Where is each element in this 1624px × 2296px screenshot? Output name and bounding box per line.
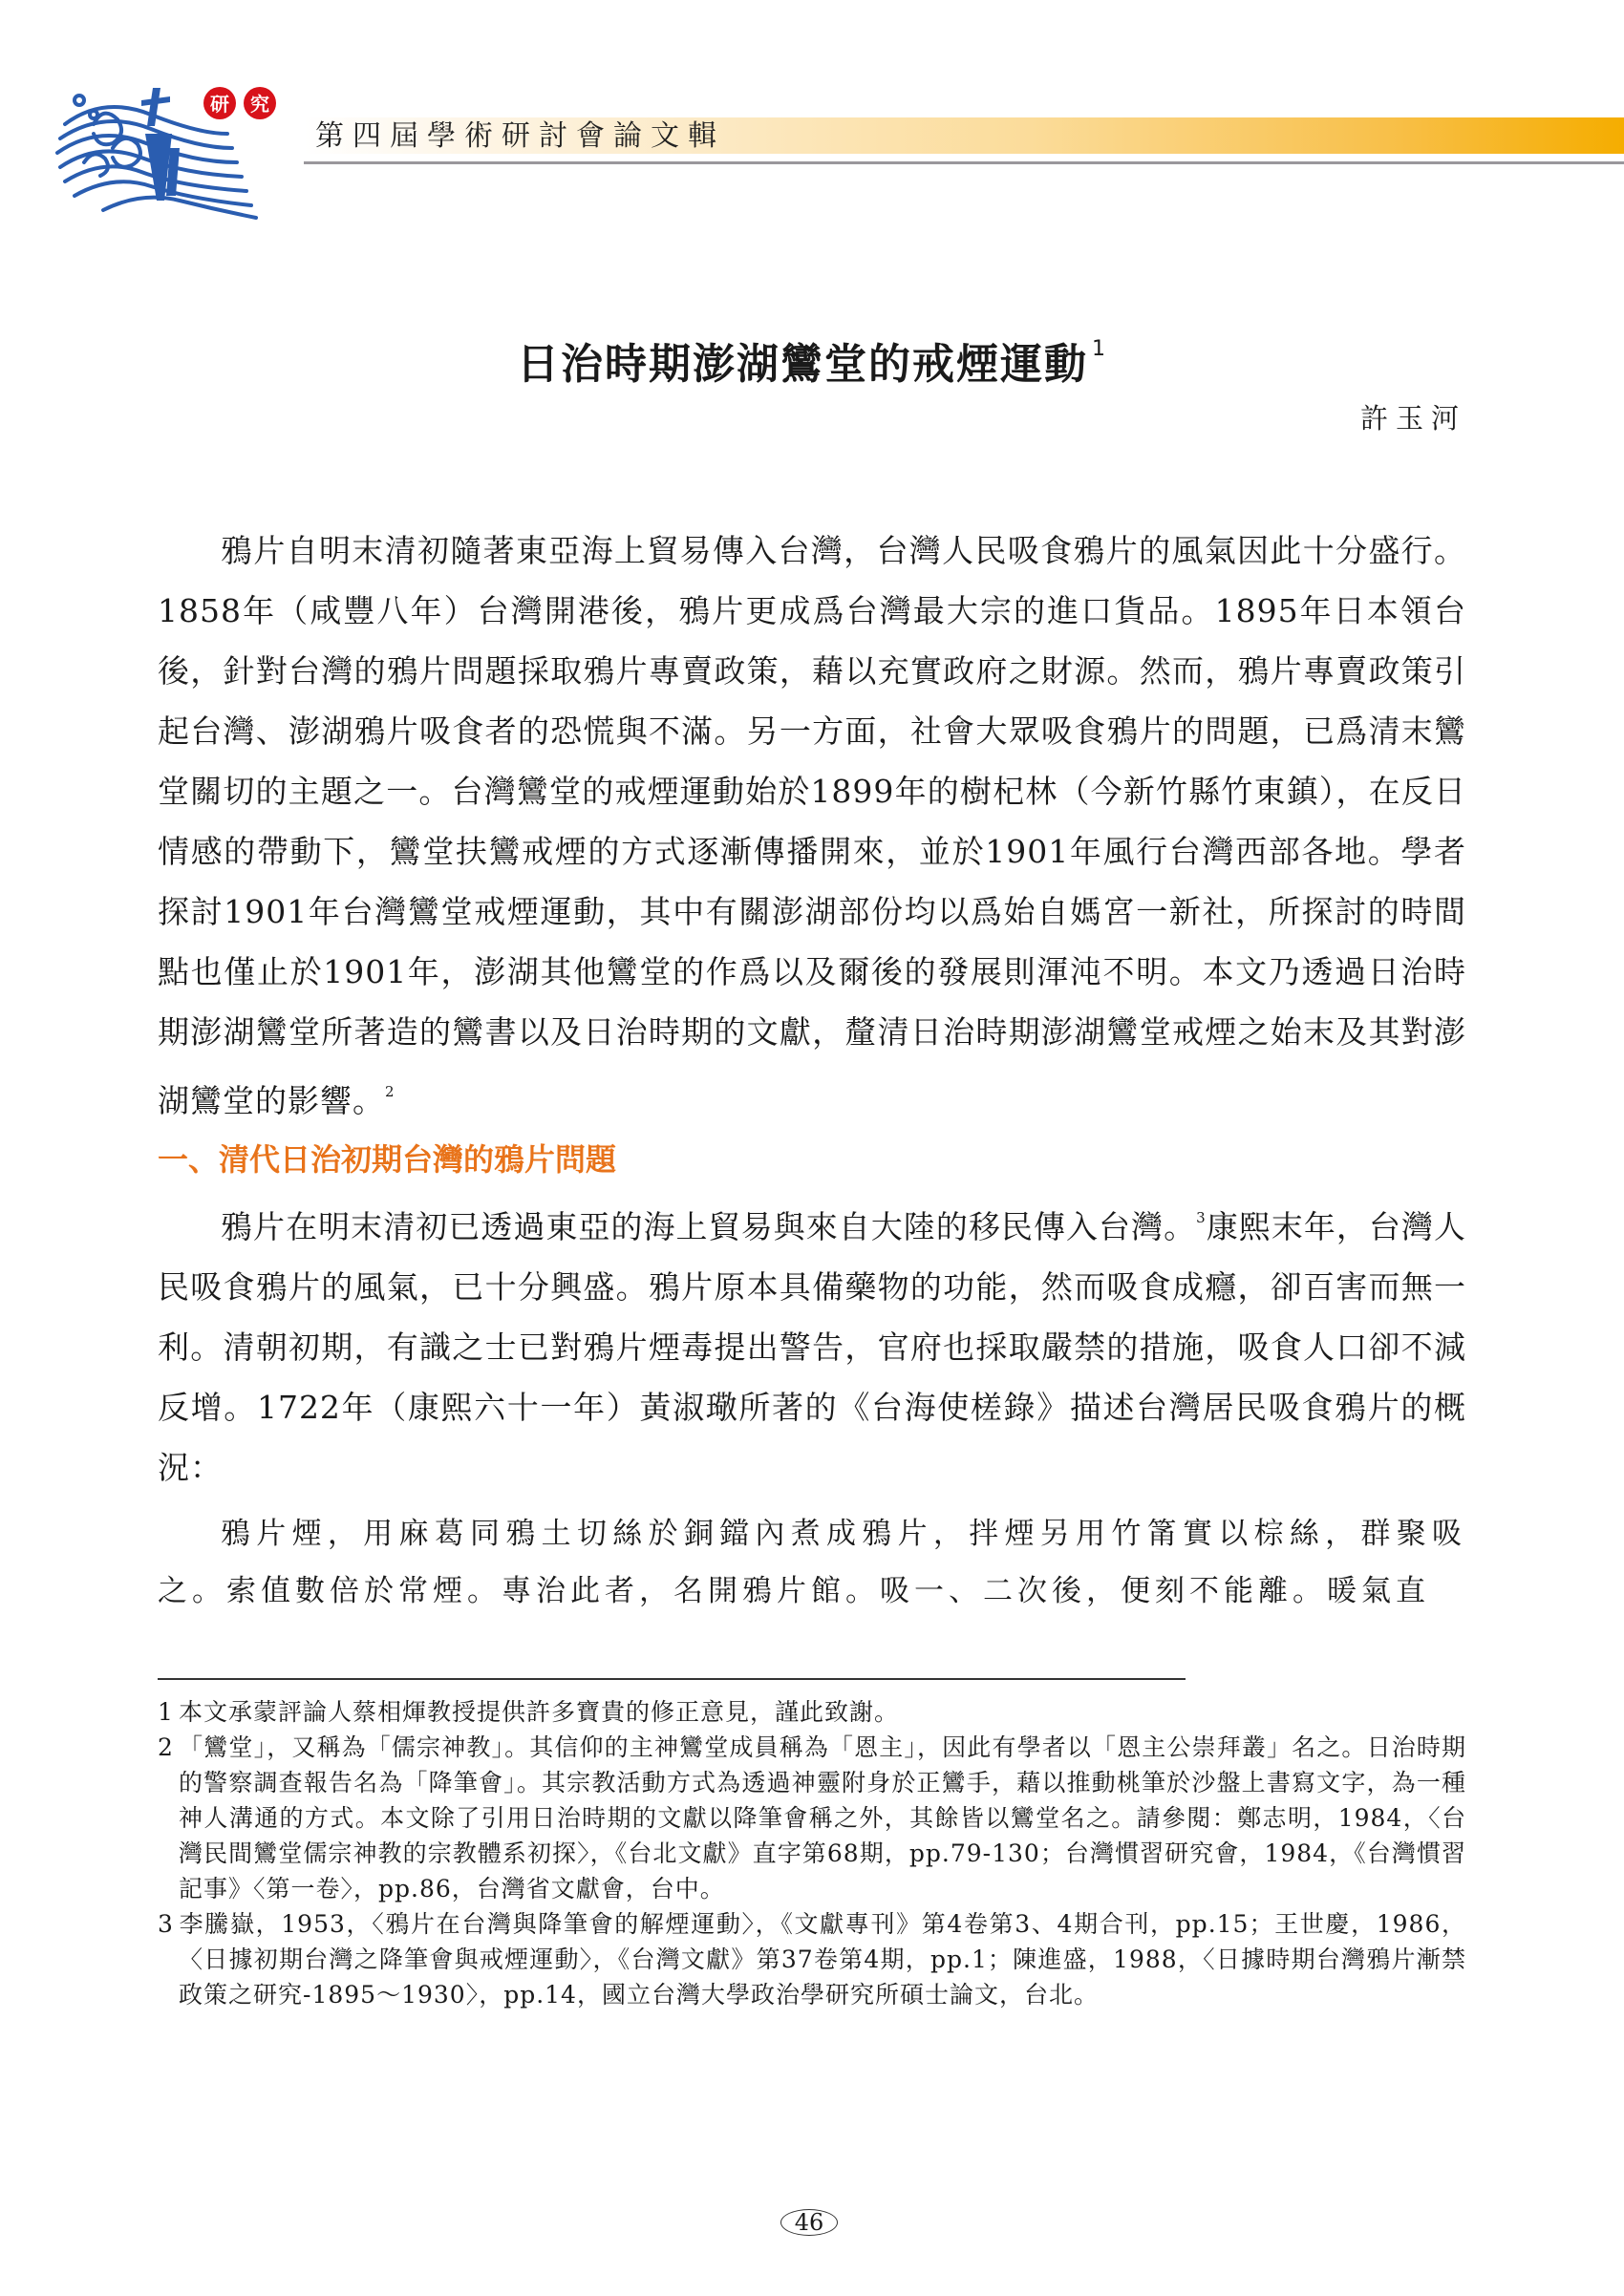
title-footnote-ref[interactable]: 1: [1092, 337, 1107, 361]
author-name: 許玉河: [1359, 402, 1466, 435]
section-1-paragraph-part1: 鴉片在明末清初已透過東亞的海上貿易與來自大陸的移民傳入台灣。: [221, 1208, 1197, 1245]
footnote-number: 3: [158, 1910, 174, 1938]
footnote-text: 李騰嶽，1953，〈鴉片在台灣與降筆會的解煙運動〉，《文獻專刊》第4卷第3、4期合刊，pp.15；王世慶，1986，〈日據初期台灣之降筆會與戒煙運動〉，《台灣文獻》第37卷第4期，pp.1；陳進盛，1988，〈日據時期台灣鴉片漸禁政策之研究-1895～1930〉，pp.14，國立台灣大學政治學研究所碩士論文，台北。: [179, 1910, 1466, 2009]
footnotes: [158, 1694, 1466, 2012]
article-title-text: 日治時期澎湖鸞堂的戒煙運動: [517, 340, 1088, 389]
logo-badge-yan: 研: [210, 93, 229, 116]
footnote-ref-2[interactable]: 2: [385, 1083, 395, 1100]
footnote-text: 「鸞堂」，又稱為「儒宗神教」。其信仰的主神鸞堂成員稱為「恩主」，因此有學者以「恩主公崇拜叢」名之。日治時期的警察調查報告名為「降筆會」。其宗教活動方式為透過神靈附身於正鸞手，藉以推動桃筆於沙盤上書寫文字，為一種神人溝通的方式。本文除了引用日治時期的文獻以降筆會稱之外，其餘皆以鸞堂名之。請參閱：鄭志明，1984，〈台灣民間鸞堂儒宗神教的宗教體系初探〉，《台北文獻》直字第68期，pp.79-130；台灣慣習研究會，1984，《台灣慣習記事》〈第一卷〉，pp.86，台灣省文獻會，台中。: [179, 1733, 1466, 1903]
footnote-2: [158, 1730, 1466, 1906]
article-title: [0, 330, 1624, 391]
footnote-3: [158, 1906, 1466, 2012]
intro-paragraph: [158, 521, 1466, 1131]
section-1-paragraph: [158, 1188, 1466, 1498]
intro-paragraph-text: 鴉片自明末清初隨著東亞海上貿易傳入台灣，台灣人民吸食鴉片的風氣因此十分盛行。1858年（咸豐八年）台灣開港後，鴉片更成爲台灣最大宗的進口貨品。1895年日本領台後，針對台灣的鴉片問題採取鴉片專賣政策，藉以充實政府之財源。然而，鴉片專賣政策引起台灣、澎湖鴉片吸食者的恐慌與不滿。另一方面，社會大眾吸食鴉片的問題，已爲清末鸞堂關切的主題之一。台灣鸞堂的戒煙運動始於1899年的樹杞林（今新竹縣竹東鎮），在反日情感的帶動下，鸞堂扶鸞戒煙的方式逐漸傳播開來，並於1901年風行台灣西部各地。學者探討1901年台灣鸞堂戒煙運動，其中有關澎湖部份均以爲始自媽宮一新社，所探討的時間點也僅止於1901年，澎湖其他鸞堂的作爲以及爾後的發展則渾沌不明。本文乃透過日治時期澎湖鸞堂所著造的鸞書以及日治時期的文獻，釐清日治時期澎湖鸞堂戒煙之始末及其對澎湖鸞堂的影響。: [158, 532, 1466, 1119]
journal-logo: [46, 67, 294, 229]
series-title: 第四屆學術研討會論文輯: [315, 119, 725, 153]
block-quote: 鴉片煙，用麻葛同鴉土切絲於銅鐺內煮成鴉片，拌煙另用竹筩實以棕絲，群聚吸之。索值數倍於常煙。專治此者，名開鴉片館。吸一、二次後，便刻不能離。暖氣直: [158, 1517, 1466, 1608]
footnote-number: 1: [158, 1698, 174, 1726]
footnote-1: [158, 1694, 1466, 1730]
header-divider: [304, 161, 1624, 164]
penghu-wave-logo-icon: [46, 67, 294, 229]
footnote-number: 2: [158, 1733, 174, 1761]
section-heading-1: 一、清代日治初期台灣的鴉片問題: [158, 1141, 617, 1178]
section-1-paragraph-part2: 康熙末年，台灣人民吸食鴉片的風氣，已十分興盛。鴉片原本具備藥物的功能，然而吸食成癮，卻百害而無一利。清朝初期，有識之士已對鴉片煙毒提出警告，官府也採取嚴禁的措施，吸食人口卻不減反增。1722年（康熙六十一年）黃淑璥所著的《台海使槎錄》描述台灣居民吸食鴉片的概況：: [158, 1208, 1467, 1486]
footnote-ref-3[interactable]: 3: [1196, 1209, 1207, 1226]
footnote-text: 本文承蒙評論人蔡相煇教授提供許多寶貴的修正意見，謹此致謝。: [179, 1698, 900, 1726]
logo-badge-jiu: 究: [250, 93, 269, 116]
page-number: 46: [780, 2209, 838, 2236]
article-body: [158, 521, 1466, 1620]
footnote-divider: [158, 1678, 1186, 1680]
